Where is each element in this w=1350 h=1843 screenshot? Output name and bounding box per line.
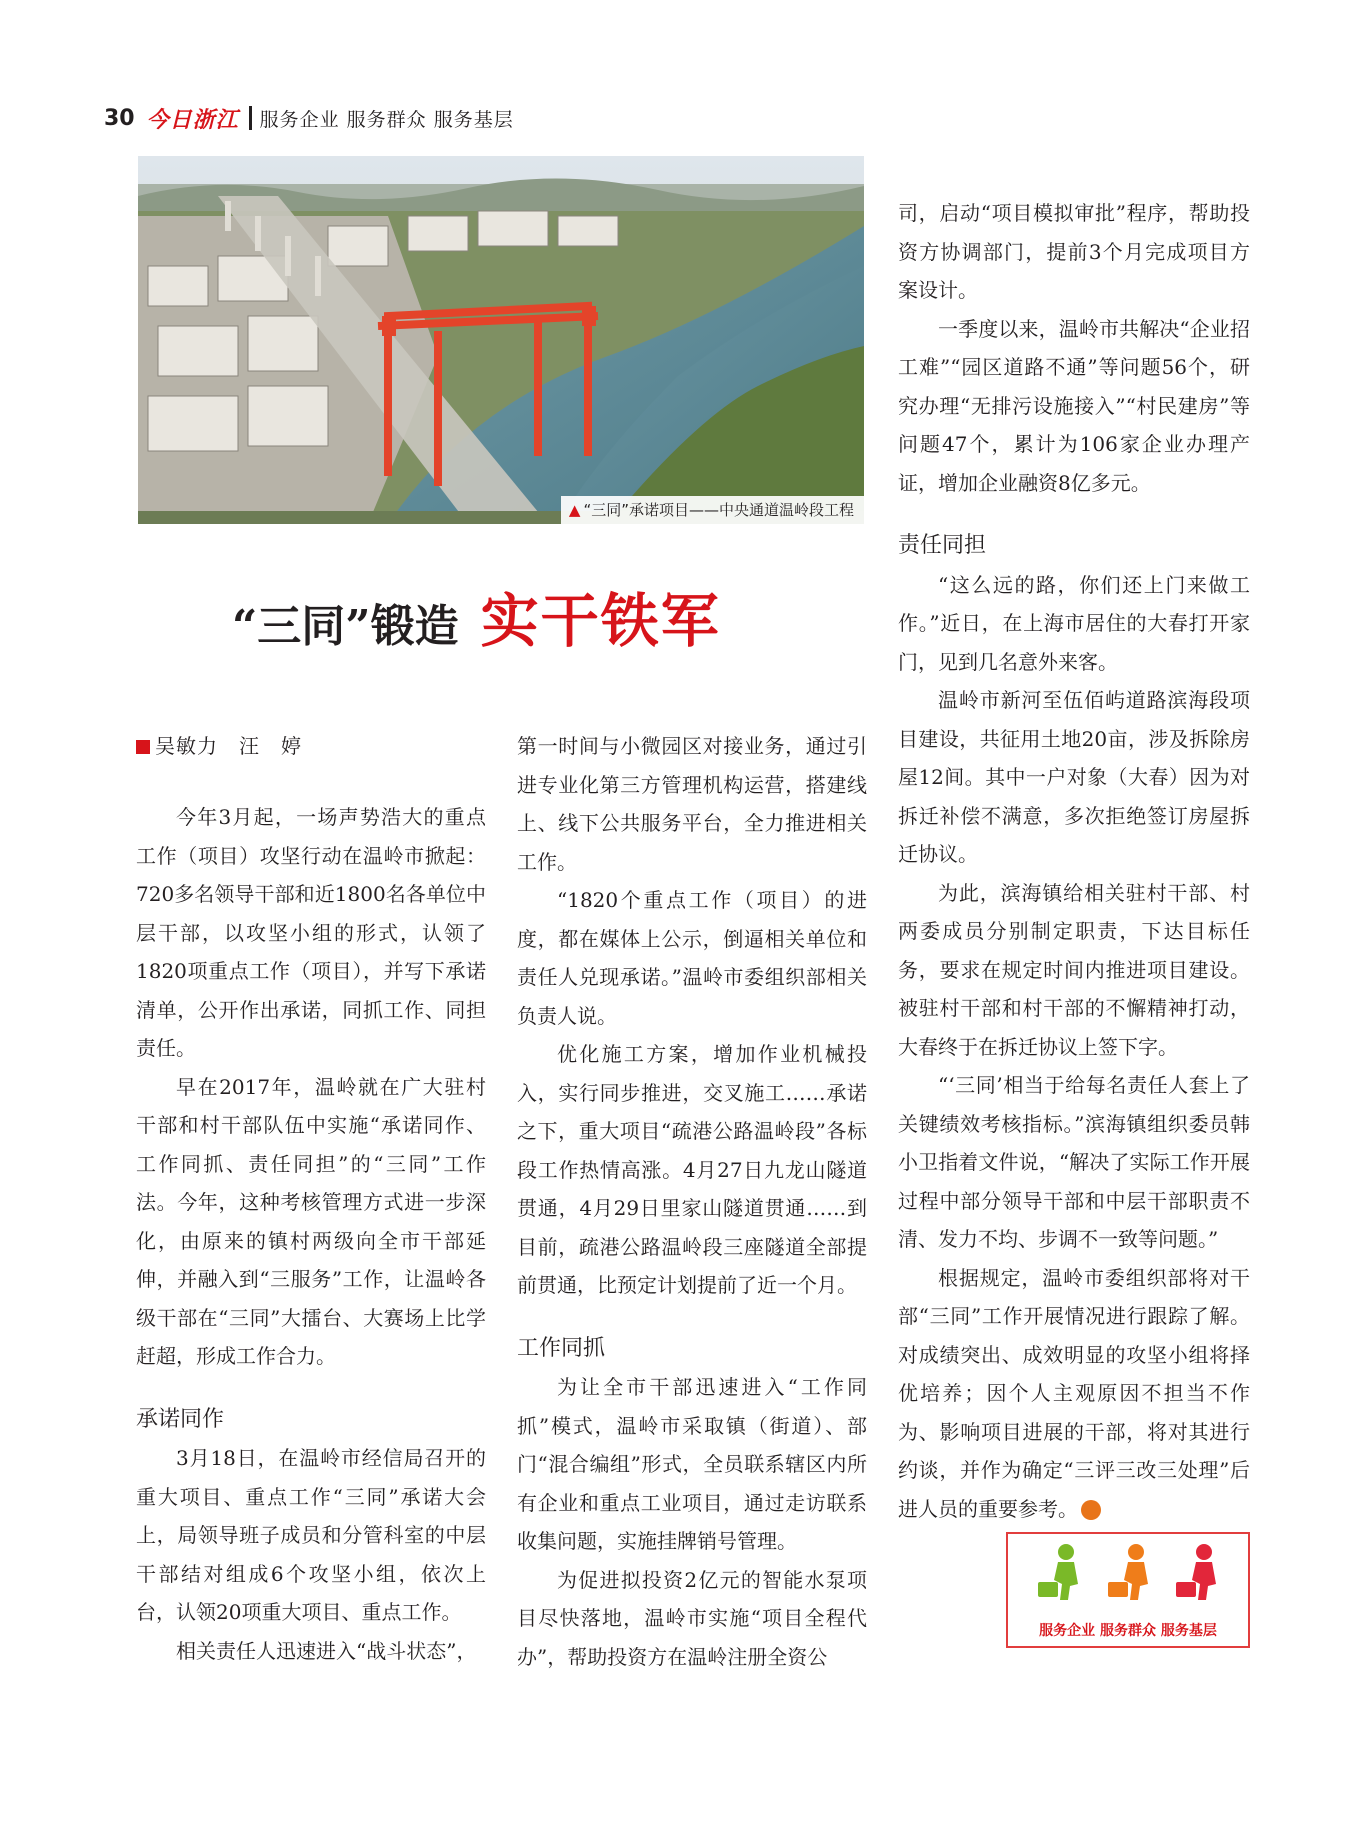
photo-caption <box>561 496 864 524</box>
paragraph: 为此，滨海镇给相关驻村干部、村两委成员分别制定职责，下达目标任务，要求在规定时间内推进项目建设。被驻村干部和村干部的不懈精神打动，大春终于在拆迁协议上签下字。 <box>898 880 1250 1059</box>
paragraph <box>898 1259 1250 1529</box>
paragraph: 早在2017年，温岭就在广大驻村干部和村干部队伍中实施“承诺同作、工作同抓、责任同担”的“三同”工作法。今年，这种考核管理方式进一步深化，由原来的镇村两级向全市干部延伸，并融入到“三服务”工作，让温岭各级干部在“三同”大擂台、大赛场上比学赶超，形成工作合力。 <box>136 1074 486 1368</box>
red-person-icon <box>1176 1544 1216 1600</box>
header-tagline: 服务企业 服务群众 服务基层 <box>259 108 514 131</box>
article-title <box>232 574 721 658</box>
article-end-icon: 今 <box>1081 1500 1101 1520</box>
magazine-brand: 今日浙江 <box>146 106 239 133</box>
bridge-construction-photo <box>138 156 864 524</box>
walking-people-icon <box>1018 1540 1234 1614</box>
paragraph: “1820个重点工作（项目）的进度，都在媒体上公示，倒逼相关单位和责任人兑现承诺。”温岭市委组织部相关负责人说。 <box>517 888 867 1028</box>
paragraph: 优化施工方案，增加作业机械投入，实行同步推进，交叉施工……承诺之下，重大项目“疏港公路温岭段”各标段工作热情高涨。4月27日九龙山隧道贯通，4月29日里家山隧道贯通……到目前，疏港公路温岭段三座隧道全部提前贯通，比预定计划提前了近一个月。 <box>517 1042 867 1297</box>
paragraph-text: 根据规定，温岭市委组织部将对干部“三同”工作开展情况进行跟踪了解。对成绩突出、成效明显的攻坚小组将择优培养；因个人主观原因不担当不作为、影响项目进展的干部，将对其进行约谈，并作为确定“三评三改三处理”后进人员的重要参考。 <box>898 1265 1250 1521</box>
section-heading-work: 工作同抓 <box>517 1335 606 1361</box>
section-heading-responsibility: 责任同担 <box>898 533 987 558</box>
paragraph: 为促进拟投资2亿元的智能水泵项目尽快落地，温岭市实施“项目全程代办”，帮助投资方在温岭注册全资公 <box>517 1567 867 1669</box>
text-column-2 <box>517 727 867 1676</box>
page-header <box>104 100 514 136</box>
title-part-1: “三同”锻造 <box>232 601 459 652</box>
paragraph: 为让全市干部迅速进入“工作同抓”模式，温岭市采取镇（街道）、部门“混合编组”形式，全员联系辖区内所有企业和重点工业项目，通过走访联系收集问题，实施挂牌销号管理。 <box>517 1375 867 1553</box>
byline-square-icon <box>136 740 150 754</box>
paragraph: 一季度以来，温岭市共解决“企业招工难”“园区道路不通”等问题56个，研究办理“无排污设施接入”“村民建房”等问题47个，累计为106家企业办理产证，增加企业融资8亿多元。 <box>898 316 1250 495</box>
paragraph: 司，启动“项目模拟审批”程序，帮助投资方协调部门，提前3个月完成项目方案设计。 <box>898 201 1250 302</box>
paragraph: 3月18日，在温岭市经信局召开的重大项目、重点工作“三同”承诺大会上，局领导班子成员和分管科室的中层干部结对组成6个攻坚小组，依次上台，认领20项重大项目、重点工作。 <box>136 1446 486 1624</box>
caption-text: “三同”承诺项目——中央通道温岭段工程 <box>583 501 854 519</box>
text-column-1 <box>136 798 486 1670</box>
caption-triangle-icon: ▲ <box>568 501 581 519</box>
text-column-3 <box>898 194 1250 1528</box>
section-heading-promise: 承诺同作 <box>136 1406 225 1432</box>
column-logo <box>1006 1532 1250 1648</box>
page-number: 30 <box>104 105 135 131</box>
paragraph: 第一时间与小微园区对接业务，通过引进专业化第三方管理机构运营，搭建线上、线下公共服务平台，全力推进相关工作。 <box>517 734 867 874</box>
green-person-icon <box>1038 1544 1078 1600</box>
title-part-2: 实干铁军 <box>480 587 721 655</box>
paragraph: 温岭市新河至伍佰屿道路滨海段项目建设，共征用土地20亩，涉及拆除房屋12间。其中一户对象（大春）因为对拆迁补偿不满意，多次拒绝签订房屋拆迁协议。 <box>898 688 1250 866</box>
paragraph: 今年3月起，一场声势浩大的重点工作（项目）攻坚行动在温岭市掀起：720多名领导干部和近1800名各单位中层干部，以攻坚小组的形式，认领了1820项重点工作（项目），并写下承诺清单，公开作出承诺，同抓工作、同担责任。 <box>136 805 486 1060</box>
paragraph: 相关责任人迅速进入“战斗状态”， <box>176 1638 477 1663</box>
paragraph: “‘三同’相当于给每名责任人套上了关键绩效考核指标。”滨海镇组织委员韩小卫指着文件说，“解决了实际工作开展过程中部分领导干部和中层干部职责不清、发力不均、步调不一致等问题。” <box>898 1073 1250 1251</box>
logo-caption: 服务企业 服务群众 服务基层 <box>1039 1623 1217 1639</box>
paragraph: “这么远的路，你们还上门来做工作。”近日，在上海市居住的大春打开家门，见到几名意外来客。 <box>898 572 1250 674</box>
author-names: 吴敏力 汪 婷 <box>155 734 302 758</box>
author-byline <box>136 730 302 759</box>
header-divider <box>249 106 252 130</box>
orange-person-icon <box>1108 1544 1148 1600</box>
